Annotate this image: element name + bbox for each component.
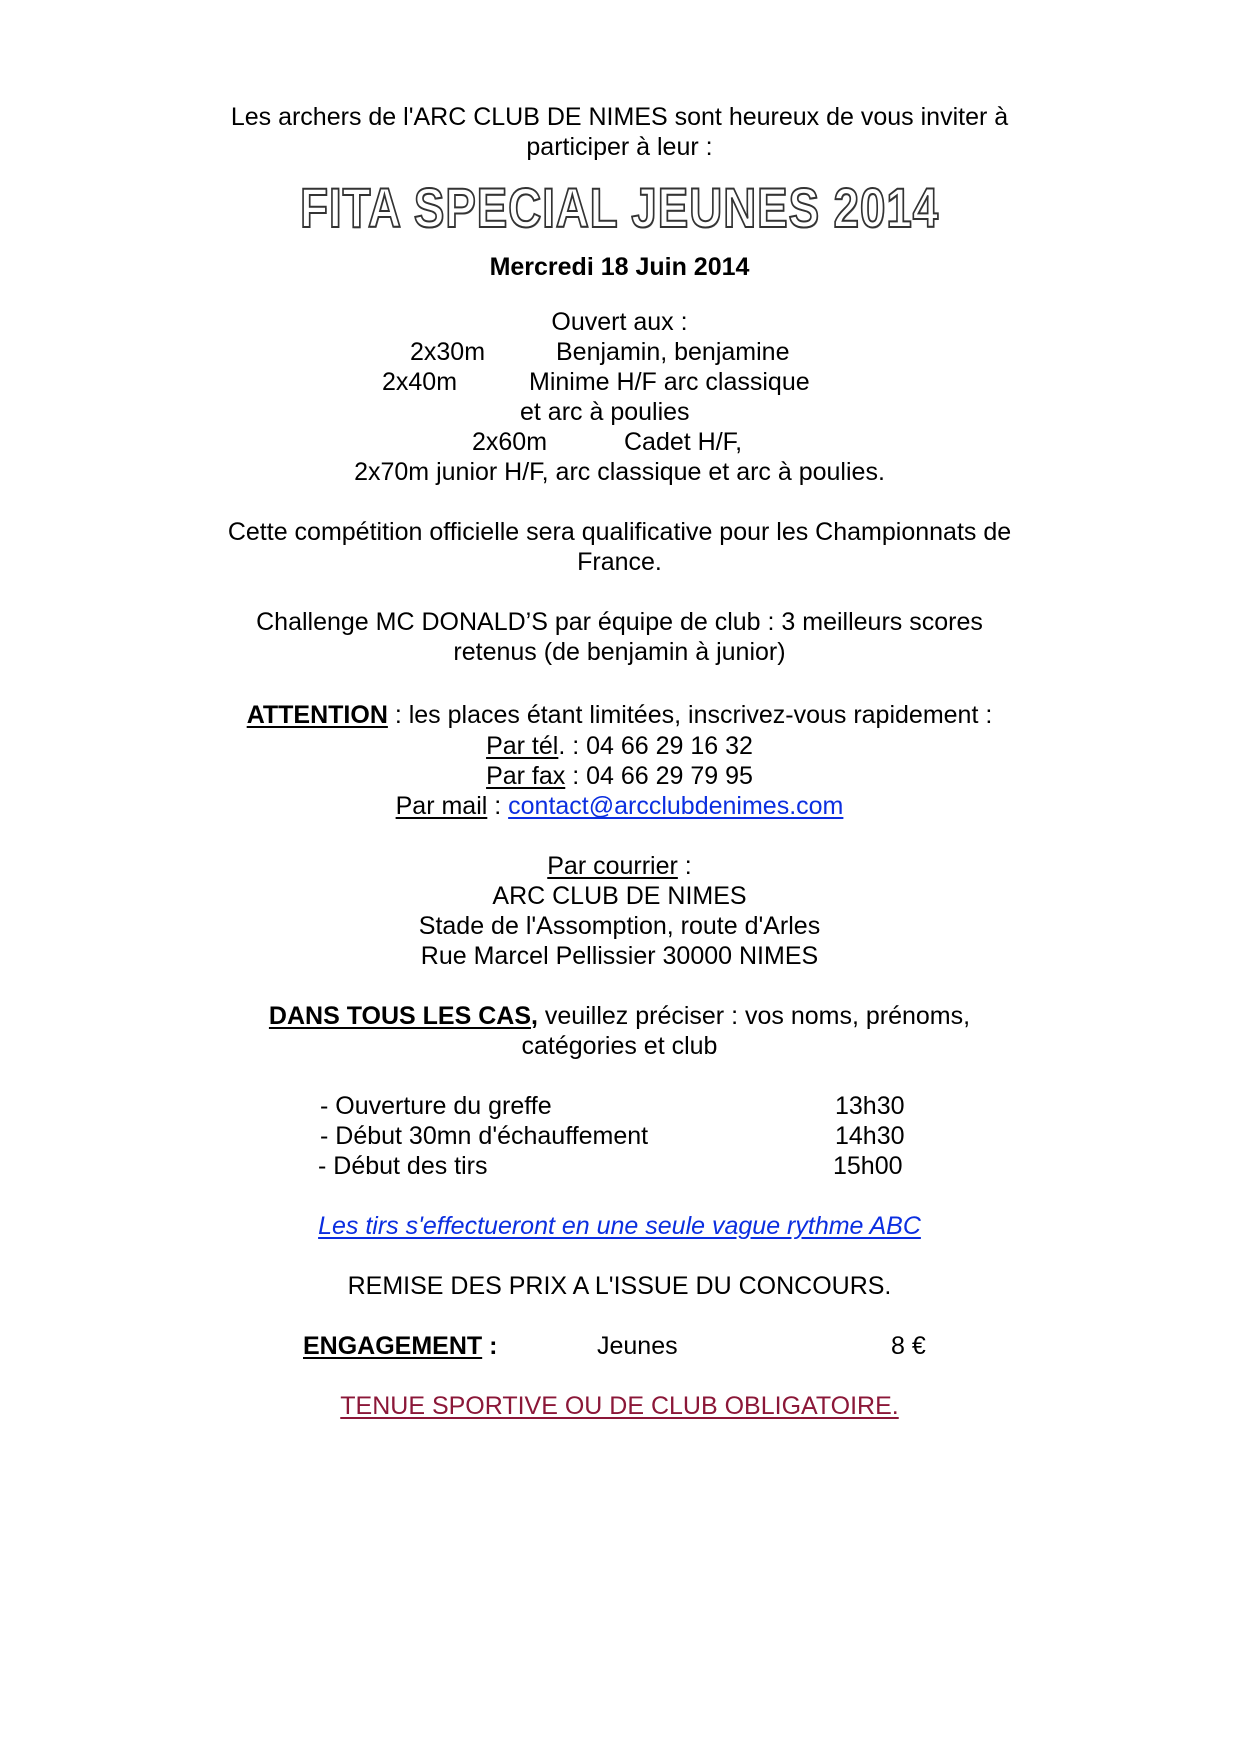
attention-label: ATTENTION (246, 701, 388, 729)
attention-line (0, 700, 1239, 730)
tel-value: . : 04 66 29 16 32 (558, 732, 753, 760)
open-row-category-2: Minime H/F arc classique (529, 368, 810, 396)
attention-text: : les places étant limitées, inscrivez-vous rapidement : (387, 701, 993, 729)
tel-line (0, 731, 1239, 761)
dans-comma: , (531, 1002, 538, 1030)
open-label: Ouvert aux : (551, 308, 688, 336)
schedule-time-1: 13h30 (835, 1092, 905, 1120)
courrier-sep: : (677, 852, 692, 880)
open-row-category-4: Cadet H/F, (624, 428, 743, 456)
courrier-line (0, 851, 1239, 881)
courrier-address-2: Stade de l'Assomption, route d'Arles (418, 912, 821, 940)
challenge-line-2: retenus (de benjamin à junior) (453, 638, 786, 666)
fax-value: : 04 66 29 79 95 (565, 762, 753, 790)
engagement-price: 8 € (891, 1332, 926, 1360)
dans-label: DANS TOUS LES CAS (268, 1002, 531, 1030)
qualif-line-2: France. (577, 548, 662, 576)
engagement-sep: : (482, 1332, 498, 1360)
engagement-category: Jeunes (597, 1332, 678, 1360)
fax-line (0, 761, 1239, 791)
dans-text: veuillez préciser : vos noms, prénoms, (537, 1002, 971, 1030)
challenge-line-1: Challenge MC DONALD’S par équipe de club : 3 meilleurs scores (256, 608, 983, 636)
qualif-line-1: Cette compétition officielle sera qualificative pour les Championnats de (227, 518, 1012, 546)
engagement-line (303, 1331, 497, 1361)
mail-line (0, 791, 1239, 821)
dans-line-1 (0, 1001, 1239, 1031)
open-last-line: 2x70m junior H/F, arc classique et arc à poulies. (354, 458, 885, 486)
dans-line-2: catégories et club (521, 1032, 718, 1060)
open-row-distance-4: 2x60m (472, 428, 548, 456)
vague-link[interactable]: Les tirs s'effectueront en une seule vague rythme ABC (318, 1212, 921, 1240)
mail-sep: : (487, 792, 509, 820)
open-row-distance-2: 2x40m (382, 368, 458, 396)
tenue-text: TENUE SPORTIVE OU DE CLUB OBLIGATOIRE. (340, 1392, 899, 1420)
vague-line (0, 1211, 1239, 1241)
tenue-line (0, 1391, 1239, 1421)
schedule-label-3: - Début des tirs (318, 1152, 488, 1180)
open-row-category-1: Benjamin, benjamine (556, 338, 790, 366)
mail-label: Par mail (395, 792, 488, 820)
intro-line-1: Les archers de l'ARC CLUB DE NIMES sont heureux de vous inviter à (230, 103, 1009, 131)
courrier-address-1: ARC CLUB DE NIMES (492, 882, 747, 910)
email-link[interactable]: contact@arcclubdenimes.com (508, 792, 844, 820)
event-date: Mercredi 18 Juin 2014 (489, 253, 750, 281)
schedule-label-2: - Début 30mn d'échauffement (320, 1122, 649, 1150)
tel-label: Par tél (486, 732, 559, 760)
engagement-label: ENGAGEMENT (303, 1332, 483, 1360)
intro-line-2: participer à leur : (526, 133, 713, 161)
open-row-distance-1: 2x30m (410, 338, 486, 366)
schedule-label-1: - Ouverture du greffe (320, 1092, 552, 1120)
remise-line: REMISE DES PRIX A L'ISSUE DU CONCOURS. (347, 1272, 892, 1300)
open-row-category-3: et arc à poulies (520, 398, 690, 426)
fax-label: Par fax (486, 762, 566, 790)
courrier-label: Par courrier (547, 852, 678, 880)
courrier-address-3: Rue Marcel Pellissier 30000 NIMES (420, 942, 819, 970)
schedule-time-3: 15h00 (833, 1152, 903, 1180)
event-title: FITA SPECIAL JEUNES 2014 (300, 176, 939, 239)
schedule-time-2: 14h30 (835, 1122, 905, 1150)
